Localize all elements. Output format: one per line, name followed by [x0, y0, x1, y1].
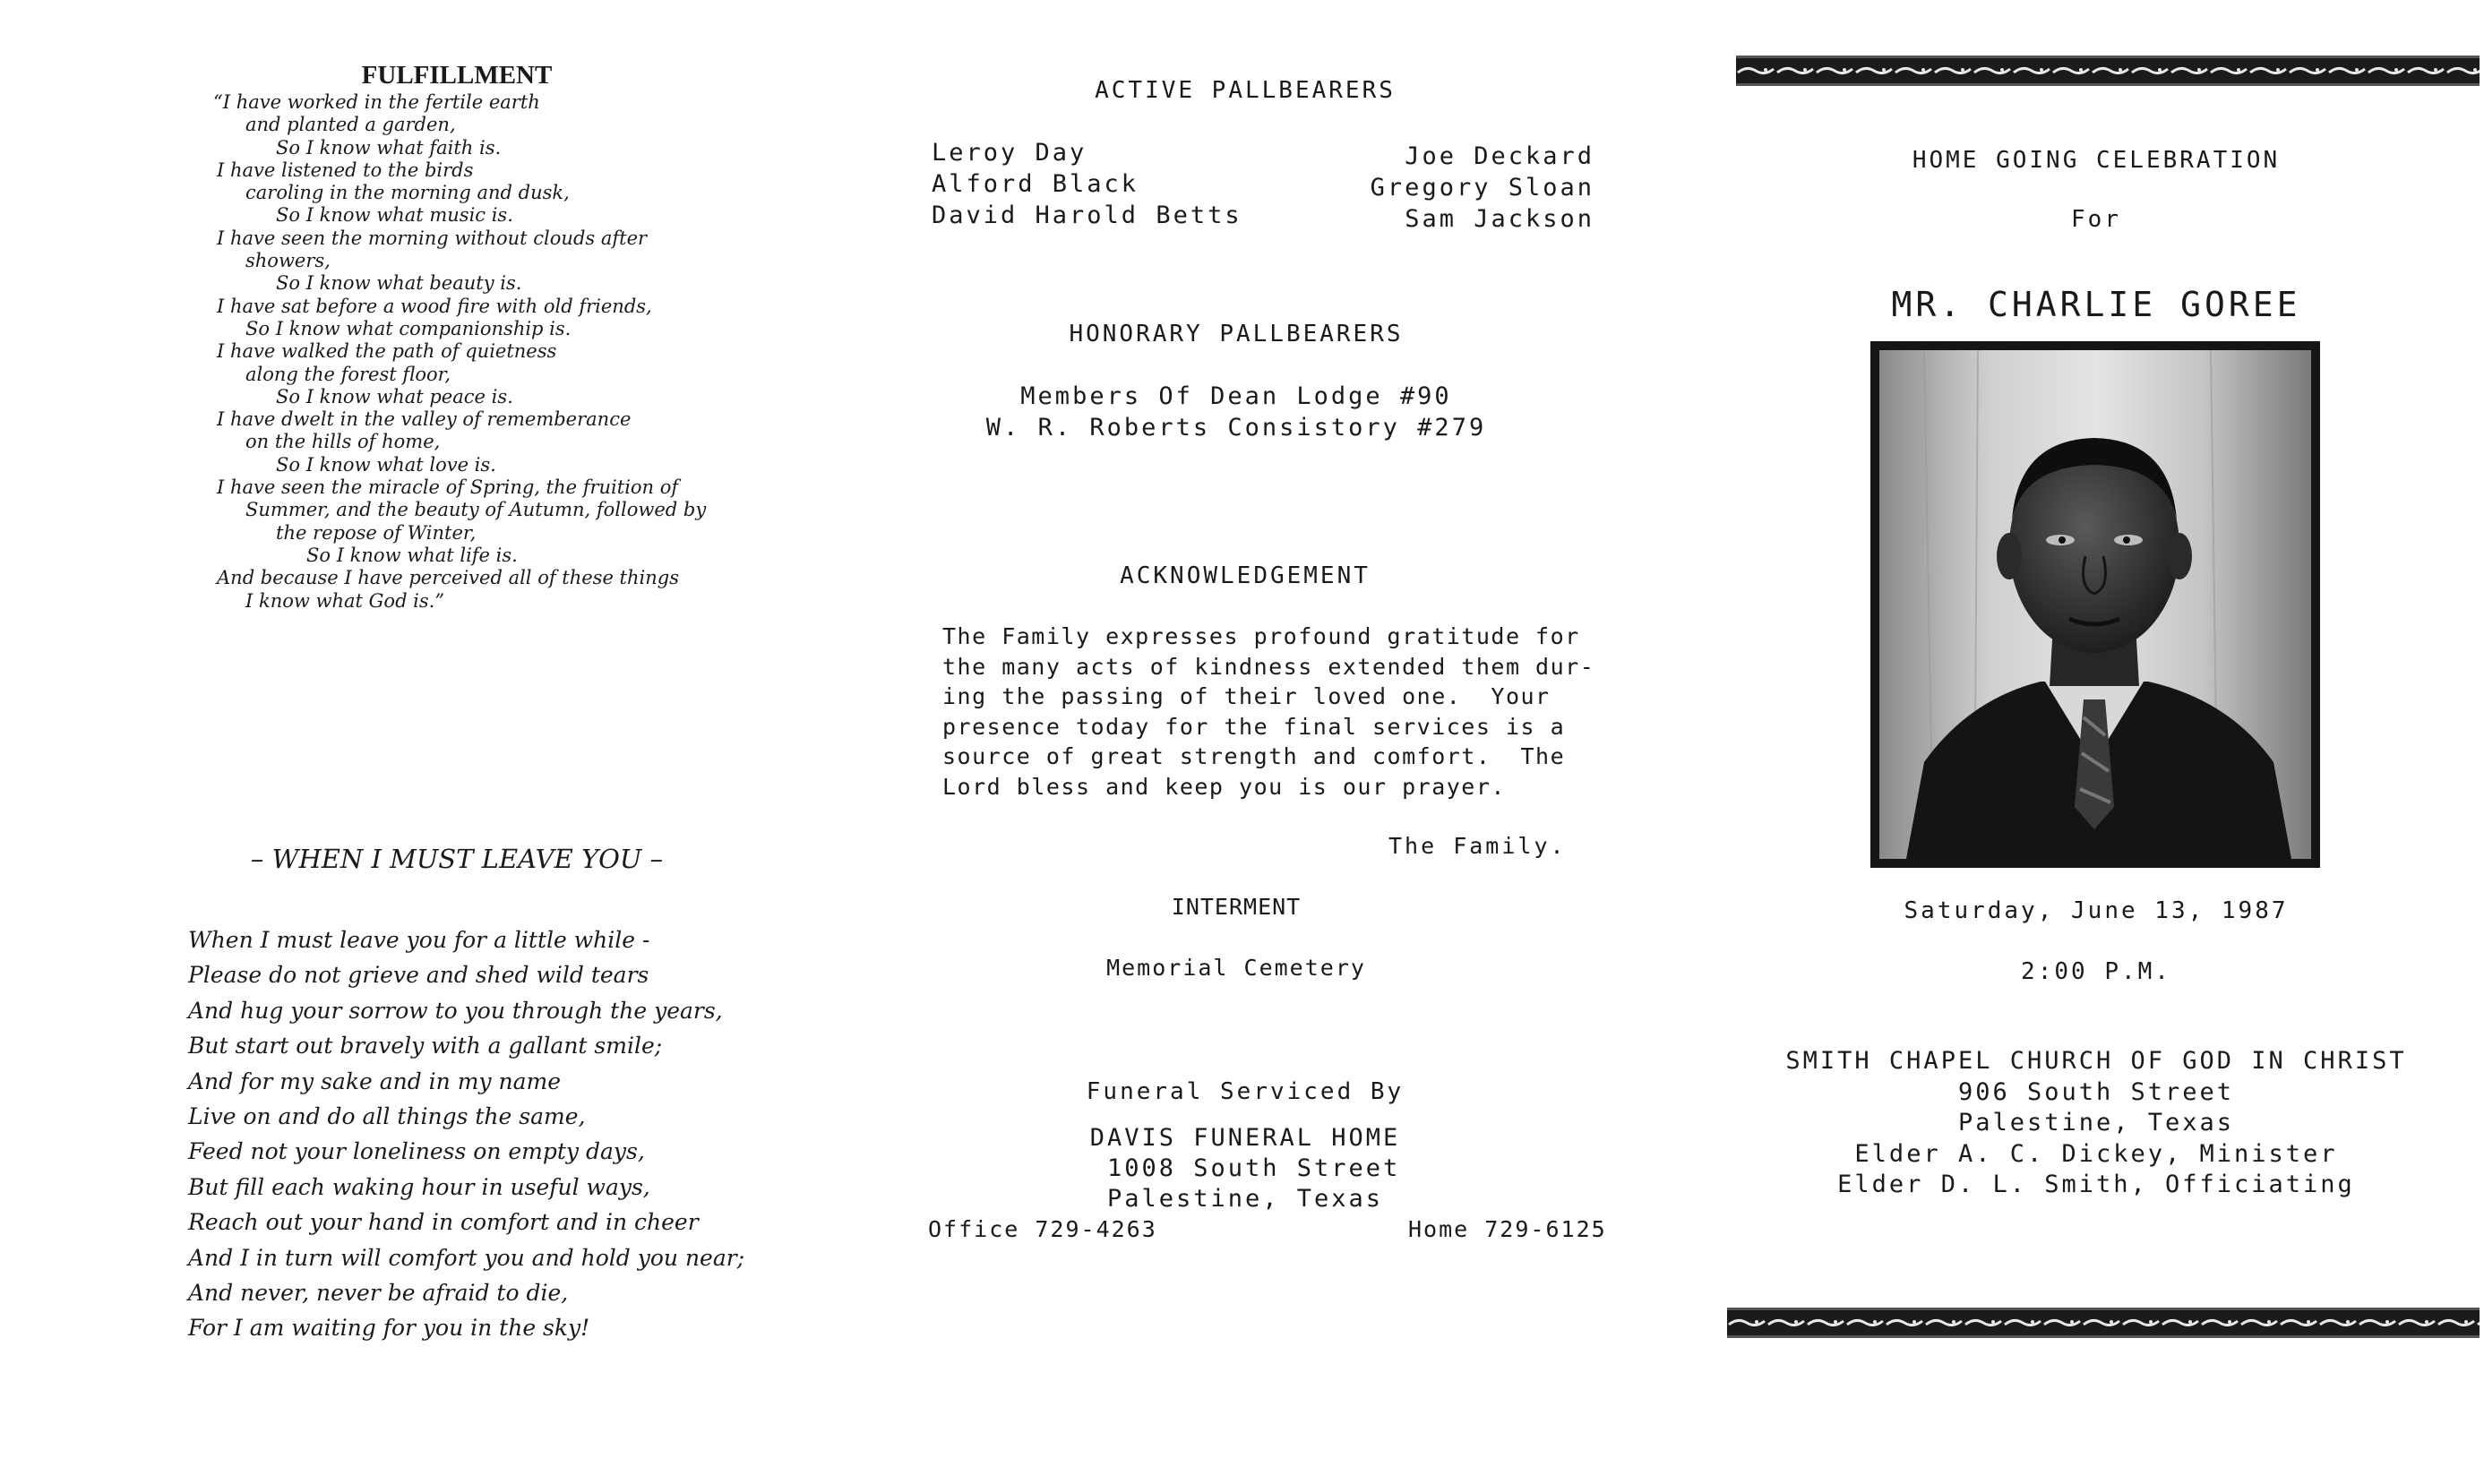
poem-line: And hug your sorrow to you through the years, — [188, 997, 723, 1024]
honorary-line: Members Of Dean Lodge #90 — [1020, 382, 1452, 410]
poem-line: Reach out your hand in comfort and in cheer — [188, 1209, 699, 1236]
decorative-border-top — [1736, 56, 2480, 86]
home-phone: Home 729-6125 — [1408, 1216, 1607, 1242]
poem-line: Live on and do all things the same, — [188, 1103, 586, 1130]
poem-line: and planted a garden, — [245, 114, 456, 136]
funeral-home-info — [932, 1123, 1559, 1214]
deceased-name: MR. CHARLIE GOREE — [1891, 285, 2301, 324]
poem-line: the repose of Winter, — [276, 521, 477, 544]
poem-line: So I know what life is. — [306, 544, 518, 566]
funeral-home-line: Palestine, Texas — [1106, 1185, 1384, 1213]
poem-line: showers, — [245, 250, 331, 272]
church-line: Palestine, Texas — [1957, 1109, 2235, 1137]
honorary-line: W. R. Roberts Consistory #279 — [985, 414, 1487, 442]
acknowledgement-line: source of great strength and comfort. The — [942, 743, 1566, 770]
fulfillment-poem — [213, 91, 706, 613]
poem-line: on the hills of home, — [245, 431, 441, 453]
acknowledgement-signature: The Family. — [1388, 833, 1567, 859]
poem-line: caroling in the morning and dusk, — [245, 182, 570, 204]
interment-place: Memorial Cemetery — [1106, 955, 1366, 981]
poem-line: So I know what love is. — [276, 453, 496, 476]
service-time: 2:00 P.M. — [2021, 958, 2171, 985]
church-line: SMITH CHAPEL CHURCH OF GOD IN CHRIST — [1785, 1047, 2407, 1075]
poem-line: I have seen the morning without clouds after — [217, 227, 648, 249]
pallbearer-name: Alford Black — [932, 170, 1139, 198]
funeral-home-line: DAVIS FUNERAL HOME — [1089, 1124, 1401, 1152]
acknowledgement-line: presence today for the final services is a — [942, 713, 1566, 740]
active-pallbearers-left — [932, 137, 1242, 231]
when-i-must-leave-title: – WHEN I MUST LEAVE YOU – — [250, 844, 664, 874]
poem-line: And I in turn will comfort you and hold you near; — [188, 1244, 745, 1271]
church-info — [1702, 1046, 2484, 1201]
poem-line: I have dwelt in the valley of rememberance — [217, 408, 632, 431]
decorative-border-bottom — [1727, 1308, 2480, 1338]
poem-line: Feed not your loneliness on empty days, — [188, 1138, 645, 1165]
poem-line: For I am waiting for you in the sky! — [188, 1315, 590, 1342]
acknowledgement-body — [942, 622, 1614, 802]
portrait-photo — [1870, 341, 2320, 868]
service-date: Saturday, June 13, 1987 — [1904, 897, 2289, 924]
poem-line: I have walked the path of quietness — [217, 340, 557, 363]
honorary-pallbearers-list — [878, 381, 1594, 443]
poem-line: But start out bravely with a gallant smile; — [188, 1033, 663, 1059]
poem-line: Summer, and the beauty of Autumn, followed by — [245, 499, 707, 521]
poem-line: So I know what music is. — [276, 204, 513, 227]
acknowledgement-line: the many acts of kindness extended them dur- — [942, 653, 1595, 680]
poem-line: I have sat before a wood fire with old friends, — [217, 295, 652, 317]
poem-line: But fill each waking hour in useful ways, — [188, 1173, 650, 1200]
poem-line: “I have worked in the fertile earth — [213, 91, 540, 113]
church-line: Elder A. C. Dickey, Minister — [1854, 1139, 2338, 1168]
poem-line: And because I have perceived all of these things — [217, 567, 679, 589]
pallbearer-name: Joe Deckard — [1405, 142, 1594, 170]
pallbearer-name: David Harold Betts — [932, 202, 1242, 229]
poem-line: So I know what companionship is. — [245, 317, 572, 339]
honorary-pallbearers-title: HONORARY PALLBEARERS — [1069, 321, 1404, 347]
pallbearer-name: Sam Jackson — [1405, 205, 1594, 233]
acknowledgement-line: Lord bless and keep you is our prayer. — [942, 773, 1506, 800]
acknowledgement-line: ing the passing of their loved one. Your — [942, 683, 1551, 710]
poem-line: So I know what beauty is. — [276, 272, 522, 295]
interment-title: INTERMENT — [1171, 894, 1302, 920]
poem-line: And for my sake and in my name — [188, 1068, 561, 1094]
poem-line: When I must leave you for a little while - — [188, 927, 650, 953]
funeral-home-line: 1008 South Street — [1089, 1154, 1401, 1182]
acknowledgement-title: ACKNOWLEDGEMENT — [1120, 562, 1371, 589]
pallbearer-name: Leroy Day — [932, 139, 1087, 167]
poem-line: Please do not grieve and shed wild tears — [188, 962, 649, 989]
fulfillment-title: FULFILLMENT — [361, 61, 553, 90]
office-phone: Office 729-4263 — [928, 1216, 1157, 1242]
poem-line: And never, never be afraid to die, — [188, 1280, 569, 1307]
poem-line: So I know what peace is. — [276, 385, 513, 407]
active-pallbearers-right — [1326, 141, 1594, 235]
poem-line: I know what God is.” — [245, 589, 445, 612]
pallbearer-name: Gregory Sloan — [1370, 174, 1594, 202]
when-i-must-leave-poem — [188, 922, 744, 1346]
church-line: 906 South Street — [1957, 1077, 2235, 1106]
poem-line: I have seen the miracle of Spring, the fruition of — [217, 476, 679, 499]
church-line: Elder D. L. Smith, Officiating — [1837, 1171, 2355, 1198]
for-label: For — [2071, 206, 2121, 233]
celebration-heading: HOME GOING CELEBRATION — [1912, 147, 2281, 174]
poem-line: I have listened to the birds — [217, 159, 474, 181]
funeral-served-by: Funeral Serviced By — [1086, 1078, 1405, 1105]
active-pallbearers-title: ACTIVE PALLBEARERS — [1095, 77, 1396, 104]
acknowledgement-line: The Family expresses profound gratitude for — [942, 623, 1580, 649]
poem-line: along the forest floor, — [245, 363, 451, 385]
poem-line: So I know what faith is. — [276, 136, 502, 159]
